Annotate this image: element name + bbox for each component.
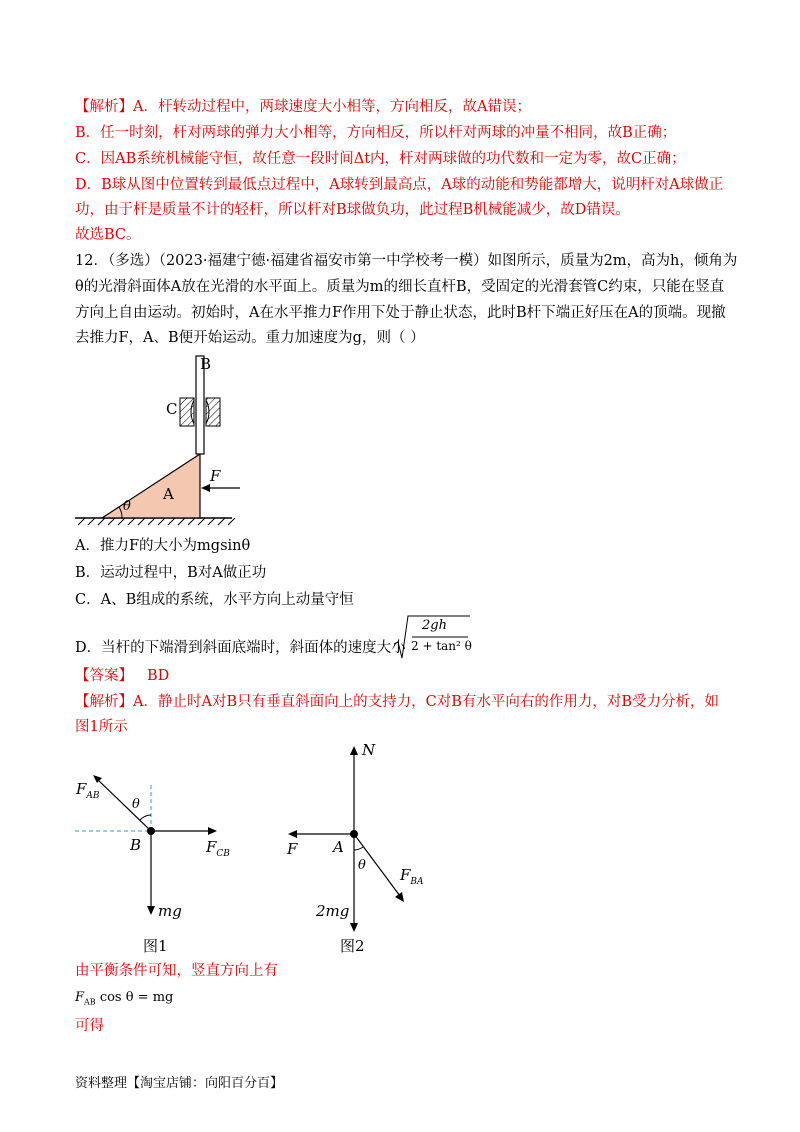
fig2-mg-label: 2mg	[316, 902, 350, 920]
option-d: D．当杆的下端滑到斜面底端时，斜面体的速度大小	[75, 640, 406, 656]
prev-analysis-line-3: C．因AB系统机械能守恒，故任意一段时间Δt内，杆对两球做的功代数和一定为零，故C正确；	[75, 151, 686, 167]
equation-1: $F_{AB}$ cos θ = mg	[75, 990, 174, 1007]
option-d-formula: 2gh 2 + tan² θ	[392, 614, 472, 660]
option-b: B．运动过程中，B对A做正功	[75, 565, 267, 581]
option-a: A．推力F的大小为mgsinθ	[75, 538, 251, 554]
question-line-2: θ的光滑斜面体A放在光滑的水平面上。质量为m的细长直杆B，受固定的光滑套管C约束，只能在竖直	[75, 279, 725, 295]
fig1-b-label: B	[130, 836, 142, 854]
incline-figure	[70, 352, 240, 532]
fig1-theta: θ	[132, 797, 140, 812]
analysis-line-1: 【解析】A．静止时A对B只有垂直斜面向上的支持力，C对B有水平向右的作用力，对B受力分析，如	[75, 694, 720, 710]
after-line-2: 可得	[75, 1018, 104, 1034]
force-diagram-2	[280, 740, 420, 940]
question-line-1: 12．（多选）（2023·福建宁德·福建省福安市第一中学校考一模）如图所示，质量为2m，高为h，倾角为	[75, 253, 738, 269]
fig1-fcb-label: $F_{CB}$	[206, 838, 230, 859]
label-c: C	[166, 400, 178, 418]
prev-analysis-line-4: D．B球从图中位置转到最低点过程中，A球转到最高点，A球的动能和势能都增大，说明杆对A球做正	[75, 177, 724, 193]
fig1-fab-label: $F_{AB}$	[76, 780, 100, 801]
fig2-a-label: A	[333, 838, 344, 856]
fig1-caption: 图1	[143, 937, 168, 955]
prev-analysis-line-5: 功，由于杆是质量不计的轻杆，所以杆对B球做负功，此过程B机械能减少，故D错误。	[75, 202, 630, 218]
label-b: B	[200, 355, 212, 373]
fig2-fba-label: $F_{BA}$	[400, 866, 424, 887]
question-line-4: 去推力F，A、B便开始运动。重力加速度为g，则（ ）	[75, 330, 425, 346]
fig2-f-label: F	[287, 840, 298, 858]
label-theta: θ	[123, 499, 131, 514]
label-a: A	[163, 485, 174, 503]
analysis-line-2: 图1所示	[75, 719, 128, 735]
prev-analysis-line-1: 【解析】A．杆转动过程中，两球速度大小相等，方向相反，故A错误；	[75, 99, 531, 115]
answer-line: 【答案】 BD	[75, 668, 170, 684]
prev-analysis-line-2: B．任一时刻，杆对两球的弹力大小相等，方向相反，所以杆对两球的冲量不相同，故B正确；	[75, 125, 677, 141]
footer-text: 资料整理【淘宝店铺：向阳百分百】	[75, 1076, 284, 1091]
after-line-1: 由平衡条件可知，竖直方向上有	[75, 963, 278, 979]
fig2-n-label: N	[362, 741, 376, 759]
fig1-mg-label: mg	[158, 902, 182, 920]
incline-block-a	[102, 454, 200, 518]
label-f: F	[210, 467, 221, 485]
question-line-3: 方向上自由运动。初始时，A在水平推力F作用下处于静止状态，此时B杆下端正好压在A的顶端。现撤	[75, 305, 726, 321]
option-c: C．A、B组成的系统，水平方向上动量守恒	[75, 592, 354, 608]
analysis-tag: 【解析】	[75, 99, 133, 115]
fig2-caption: 图2	[340, 937, 365, 955]
prev-analysis-line-6: 故选BC。	[75, 227, 141, 243]
fig2-theta: θ	[358, 858, 366, 873]
